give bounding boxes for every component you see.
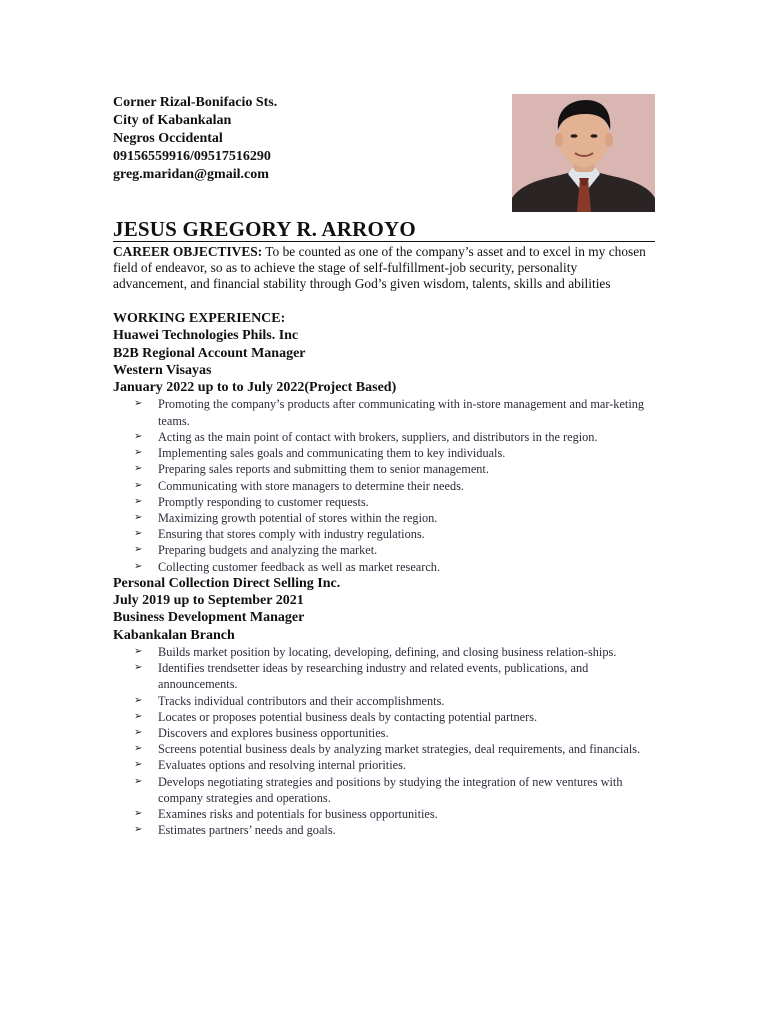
list-item: ➢ Implementing sales goals and communicating them to key individuals. — [134, 446, 506, 461]
arrow-bullet-icon: ➢ — [134, 544, 143, 556]
arrow-bullet-icon: ➢ — [134, 807, 143, 819]
career-objective-label: CAREER OBJECTIVES: — [113, 244, 263, 259]
arrow-bullet-icon: ➢ — [134, 824, 143, 836]
arrow-bullet-icon: ➢ — [134, 726, 143, 738]
list-item: ➢ Preparing budgets and analyzing the market. — [134, 543, 378, 558]
list-item: ➢ Promoting the company’s products after communicating with in-store management and mar-keting teams. — [134, 397, 645, 428]
list-item: ➢ Identifies trendsetter ideas by researching industry and related events, publications, and announcements. — [134, 661, 589, 692]
list-item: ➢ Promptly responding to customer requests. — [134, 494, 369, 509]
job-1-location: Western Visayas — [113, 362, 212, 378]
arrow-bullet-icon: ➢ — [134, 759, 143, 771]
list-item: ➢ Collecting customer feedback as well as market research. — [134, 559, 441, 574]
working-experience-section — [113, 310, 673, 838]
arrow-bullet-icon: ➢ — [134, 430, 143, 442]
profile-photo — [512, 94, 655, 212]
arrow-bullet-icon: ➢ — [134, 463, 143, 475]
address-line-1: Corner Rizal-Bonifacio Sts. — [113, 95, 278, 110]
arrow-bullet-icon: ➢ — [134, 743, 143, 755]
job-1-title: B2B Regional Account Manager — [113, 345, 306, 361]
job-1-dates: January 2022 up to to July 2022(Project Based) — [113, 380, 397, 396]
arrow-bullet-icon: ➢ — [134, 662, 143, 674]
list-item: ➢ Examines risks and potentials for business opportunities. — [134, 806, 438, 821]
list-item: ➢ Evaluates options and resolving internal priorities. — [134, 758, 406, 773]
list-item: ➢ Communicating with store managers to determine their needs. — [134, 478, 464, 493]
address-line-3: Negros Occidental — [113, 131, 223, 146]
list-item: ➢ Preparing sales reports and submitting them to senior management. — [134, 462, 489, 477]
arrow-bullet-icon: ➢ — [134, 694, 143, 706]
arrow-bullet-icon: ➢ — [134, 447, 143, 459]
list-item: ➢ Ensuring that stores comply with industry regulations. — [134, 527, 425, 542]
arrow-bullet-icon: ➢ — [134, 560, 143, 572]
job-2-location: Kabankalan Branch — [113, 627, 235, 643]
list-item: ➢ Locates or proposes potential business deals by contacting potential partners. — [134, 709, 538, 724]
phone-number: 09156559916/09517516290 — [113, 149, 271, 164]
list-item: ➢ Builds market position by locating, developing, defining, and closing business relation-ships. — [134, 644, 617, 659]
job-1-company: Huawei Technologies Phils. Inc — [113, 328, 299, 344]
list-item: ➢ Acting as the main point of contact with brokers, suppliers, and distributors in the region. — [134, 429, 598, 444]
job-2-duties — [113, 644, 656, 838]
arrow-bullet-icon: ➢ — [134, 511, 143, 523]
arrow-bullet-icon: ➢ — [134, 528, 143, 540]
arrow-bullet-icon: ➢ — [134, 775, 143, 787]
arrow-bullet-icon: ➢ — [134, 495, 143, 507]
career-objective-text: To be counted as one of the company’s asset and to excel in my chosen field of endeavor, so as to achieve the stage of self-fulfillment-job security, personality advancement, and financial stability through God’s given wisdom, talents, skills and abilities — [113, 244, 646, 291]
working-experience-heading: WORKING EXPERIENCE: — [113, 311, 286, 326]
email-address: greg.maridan@gmail.com — [113, 167, 269, 182]
job-2-dates: July 2019 up to September 2021 — [113, 593, 304, 609]
arrow-bullet-icon: ➢ — [134, 398, 143, 410]
contact-block — [113, 94, 277, 184]
job-2-title: Business Development Manager — [113, 610, 305, 626]
list-item: ➢ Estimates partners’ needs and goals. — [134, 823, 336, 838]
list-item: ➢ Discovers and explores business opportunities. — [134, 725, 389, 740]
job-2-company: Personal Collection Direct Selling Inc. — [113, 575, 341, 591]
list-item: ➢ Tracks individual contributors and their accomplishments. — [134, 693, 445, 708]
list-item: ➢ Screens potential business deals by analyzing market strategies, deal requirements, and financials. — [134, 742, 641, 757]
address-line-2: City of Kabankalan — [113, 113, 232, 128]
arrow-bullet-icon: ➢ — [134, 479, 143, 491]
candidate-name: JESUS GREGORY R. ARROYO — [113, 217, 655, 242]
list-item: ➢ Develops negotiating strategies and positions by studying the integration of new ventures with company strategies and operations. — [134, 774, 623, 805]
list-item: ➢ Maximizing growth potential of stores within the region. — [134, 510, 438, 525]
job-1-duties — [113, 396, 656, 574]
arrow-bullet-icon: ➢ — [134, 710, 143, 722]
career-objective — [113, 244, 653, 292]
arrow-bullet-icon: ➢ — [134, 645, 143, 657]
